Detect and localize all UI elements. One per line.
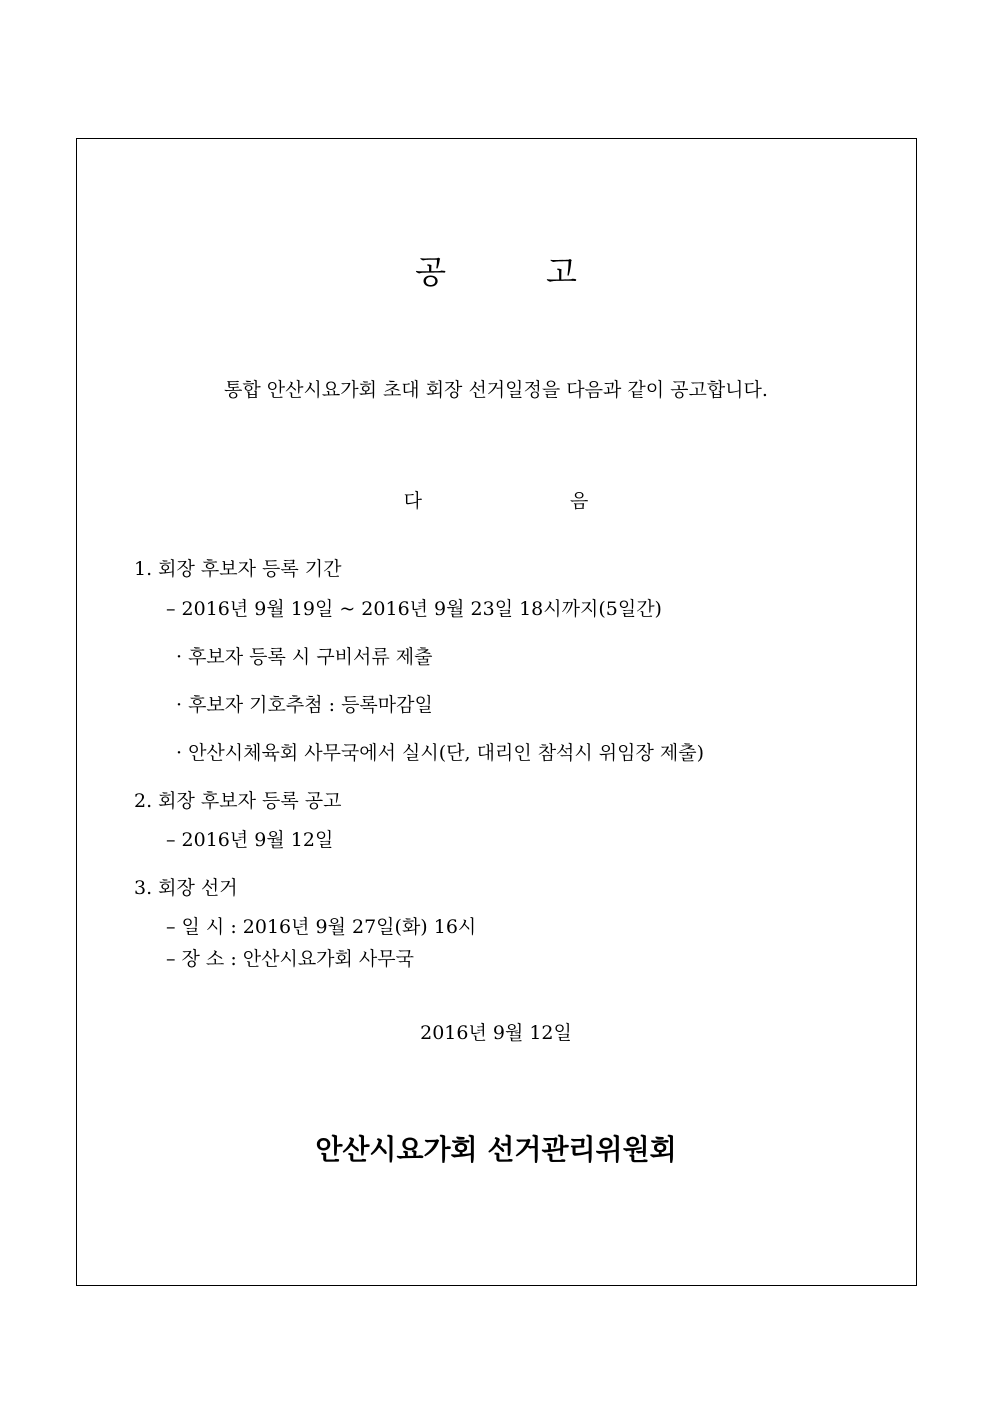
da-label: 다 [403, 490, 422, 512]
item-1-bullet-3: · 안산시체육회 사무국에서 실시(단, 대리인 참석시 위임장 제출) [176, 742, 705, 764]
eum-label: 음 [570, 490, 589, 512]
item-2-detail: – 2016년 9월 12일 [166, 829, 334, 851]
da-eum-heading [0, 487, 992, 515]
item-3-datetime: – 일 시 : 2016년 9월 27일(화) 16시 [166, 916, 477, 938]
notice-title [0, 252, 992, 292]
notice-date: 2016년 9월 12일 [420, 1022, 572, 1044]
intro-text: 통합 안산시요가회 초대 회장 선거일정을 다음과 같이 공고합니다. [224, 379, 768, 401]
item-1-bullet-2: · 후보자 기호추첨 : 등록마감일 [176, 694, 433, 716]
item-1-heading: 1. 회장 후보자 등록 기간 [134, 558, 342, 580]
title-part-2: 고 [546, 253, 577, 291]
item-1-period: – 2016년 9월 19일 ~ 2016년 9월 23일 18시까지(5일간) [166, 598, 662, 620]
item-3-place: – 장 소 : 안산시요가회 사무국 [166, 948, 414, 970]
item-1-bullet-1: · 후보자 등록 시 구비서류 제출 [176, 646, 433, 668]
title-part-1: 공 [415, 253, 446, 291]
issuing-organization: 안산시요가회 선거관리위원회 [315, 1133, 677, 1166]
item-3-heading: 3. 회장 선거 [134, 877, 238, 899]
item-2-heading: 2. 회장 후보자 등록 공고 [134, 790, 342, 812]
